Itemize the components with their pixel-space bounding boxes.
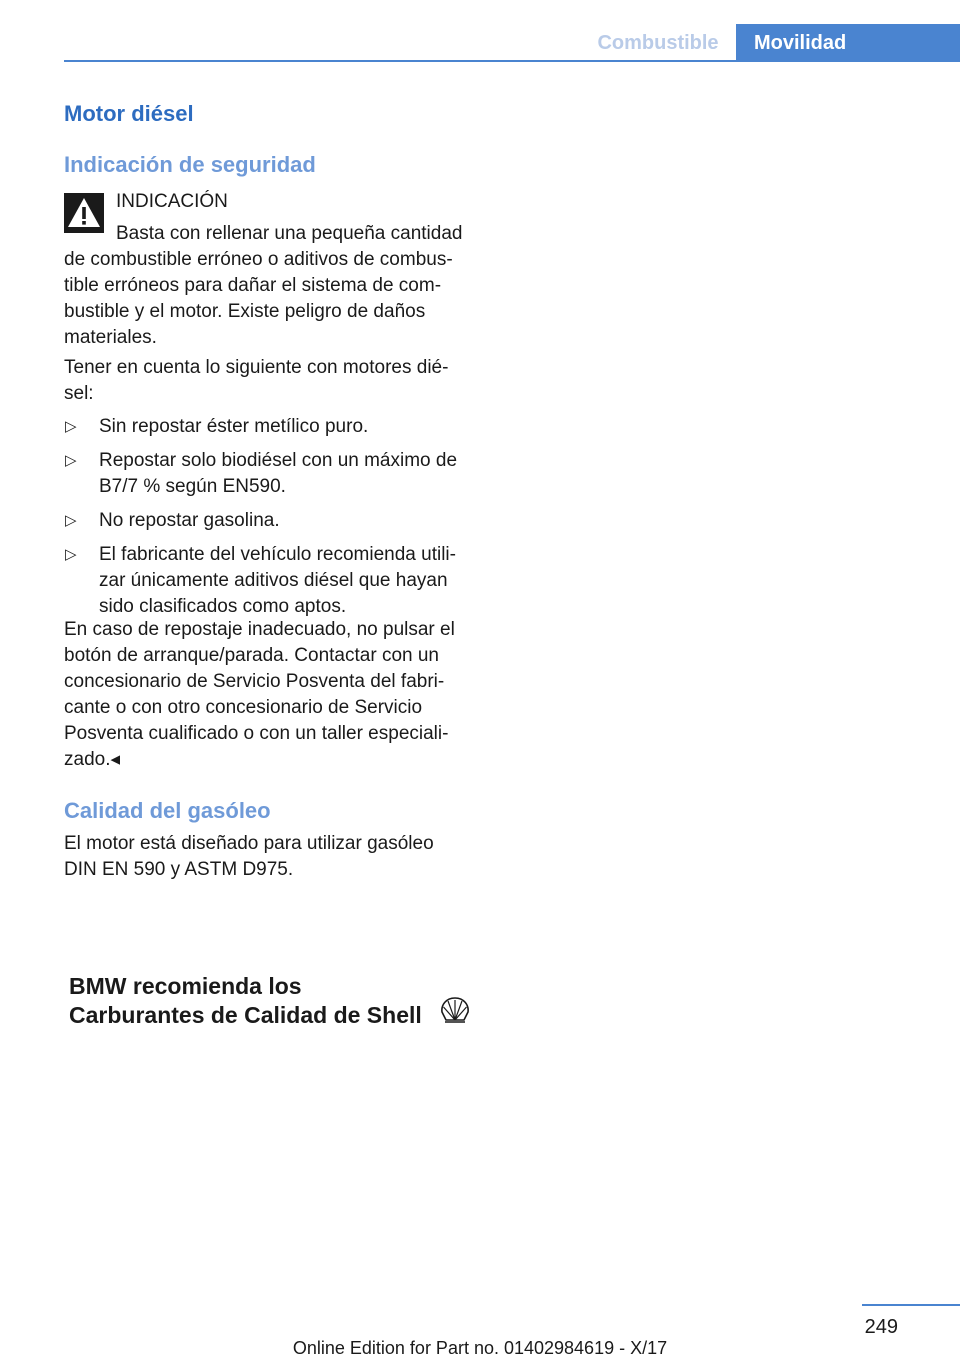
safety-text-line: tible erróneos para dañar el sistema de com-: [64, 275, 442, 296]
quality-line: DIN EN 590 y ASTM D975.: [64, 859, 294, 880]
list-item-text: El fabricante del vehículo recomienda utili-: [99, 544, 456, 565]
safety-text-line: bustible y el motor. Existe peligro de daños: [64, 301, 426, 322]
shell-ad: [69, 972, 489, 1030]
list-item-text: Repostar solo biodiésel con un máximo de: [99, 450, 458, 471]
safety-notice: [64, 189, 480, 351]
closing-line: zado.◂: [64, 749, 121, 770]
list-item: [64, 508, 480, 534]
bullet-arrow-icon: ▷: [65, 452, 77, 469]
safety-heading: Indicación de seguridad: [64, 152, 316, 177]
intro-paragraph: [64, 355, 480, 407]
closing-line: En caso de repostaje inadecuado, no pulsar el: [64, 619, 455, 640]
closing-line: Posventa cualificado o con un taller especiali-: [64, 723, 449, 744]
intro-line: sel:: [64, 383, 94, 404]
quality-paragraph: [64, 831, 480, 883]
edition-line: Online Edition for Part no. 01402984619 - X/17: [292, 1338, 668, 1358]
closing-line: botón de arranque/parada. Contactar con un: [64, 645, 439, 666]
ad-line: Carburantes de Calidad de Shell: [69, 1002, 422, 1028]
list-item-text: B7/7 % según EN590.: [99, 476, 286, 497]
list-item: [64, 542, 480, 620]
closing-line: concesionario de Servicio Posventa del fabri-: [64, 671, 445, 692]
header-chapter-tab: Movilidad: [736, 24, 960, 62]
bullet-arrow-icon: ▷: [65, 512, 77, 529]
header-rule: [64, 60, 960, 62]
list-item-text: zar únicamente aditivos diésel que hayan: [99, 570, 448, 591]
quality-line: El motor está diseñado para utilizar gasóleo: [64, 833, 434, 854]
list-item-text: Sin repostar éster metílico puro.: [99, 416, 369, 437]
safety-text-line: de combustible erróneo o aditivos de combus-: [64, 249, 453, 270]
quality-heading: Calidad del gasóleo: [64, 798, 271, 823]
safety-text-line: materiales.: [64, 327, 157, 348]
safety-text-line: Basta con rellenar una pequeña cantidad: [116, 223, 463, 244]
list-item: [64, 448, 480, 500]
closing-paragraph: [64, 617, 480, 773]
intro-line: Tener en cuenta lo siguiente con motores dié-: [64, 357, 449, 378]
bullet-arrow-icon: ▷: [65, 418, 77, 435]
safety-label: INDICACIÓN: [116, 191, 228, 212]
bullet-arrow-icon: ▷: [65, 546, 77, 563]
header-section-tab: Combustible: [597, 32, 719, 54]
closing-line: cante o con otro concesionario de Servicio: [64, 697, 423, 718]
list-item-text: sido clasificados como aptos.: [99, 596, 347, 617]
shell-logo-icon: [440, 996, 470, 1024]
list-item: [64, 414, 480, 440]
diesel-rules-list: [64, 414, 480, 628]
page-title: Motor diésel: [64, 101, 194, 126]
footer-rule: [862, 1304, 960, 1306]
list-item-text: No repostar gasolina.: [99, 510, 280, 531]
page-number: 249: [864, 1316, 898, 1338]
ad-line: BMW recomienda los: [69, 973, 302, 999]
